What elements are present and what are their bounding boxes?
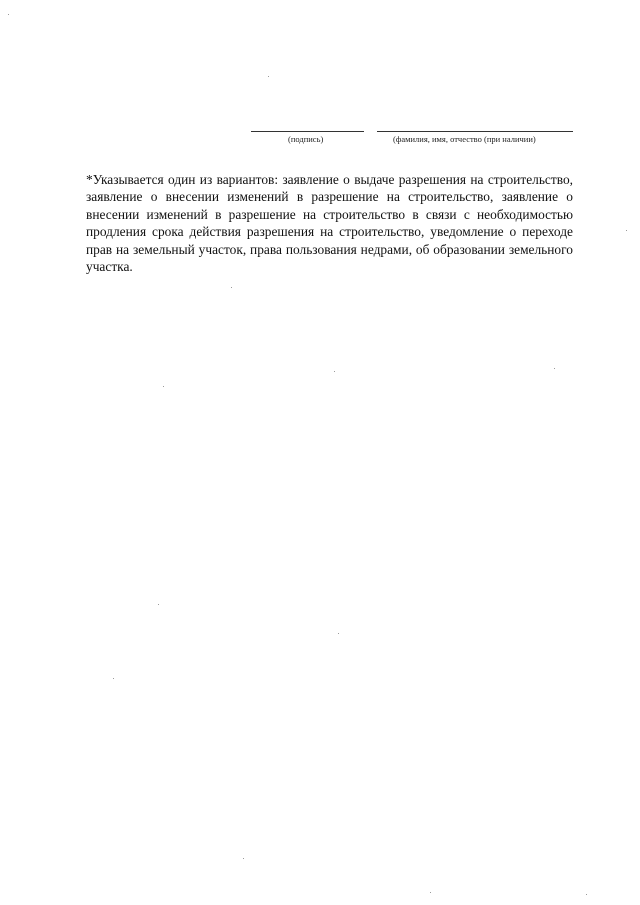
scan-speck <box>158 604 159 605</box>
scan-speck <box>554 368 555 369</box>
scan-speck <box>8 14 9 15</box>
scan-speck <box>334 371 335 372</box>
scan-speck <box>231 287 232 288</box>
scan-speck <box>338 633 339 634</box>
full-name-line <box>377 131 573 132</box>
scan-speck <box>113 678 114 679</box>
signature-caption: (подпись) <box>288 134 324 144</box>
signature-line <box>251 131 364 132</box>
scan-speck <box>268 76 269 77</box>
scan-speck <box>626 230 627 231</box>
footnote-text: *Указывается один из вариантов: заявление о выдаче разрешения на строительство, заявление о внесении изменений в разрешение на строительство, заявление о внесении изменений в разрешение на строительство в связи с необходимостью продления срока действия разрешения на строительство, уведомление о переходе прав на земельный участок, права пользования недрами, об образовании земельного участка. <box>86 172 573 275</box>
scan-speck <box>430 892 431 893</box>
scan-speck <box>243 858 244 859</box>
scan-speck <box>586 894 587 895</box>
full-name-caption: (фамилия, имя, отчество (при наличии) <box>393 134 536 144</box>
scan-speck <box>163 386 164 387</box>
